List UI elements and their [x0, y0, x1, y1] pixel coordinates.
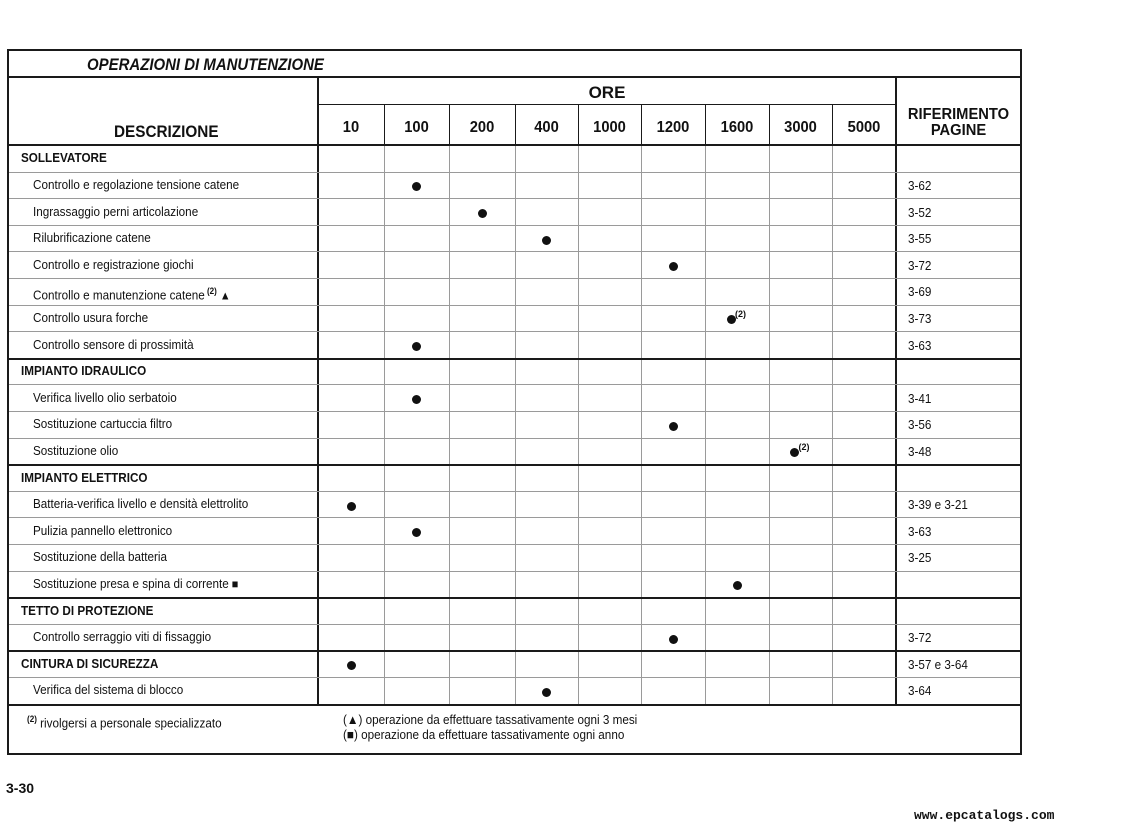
- item-label: [33, 417, 172, 431]
- hour-header-divider: [832, 104, 833, 146]
- section-label: [21, 471, 148, 485]
- watermark-url: www.epcatalogs.com: [914, 808, 1055, 823]
- page-reference: 3-56: [908, 417, 932, 433]
- interval-dot: [542, 688, 551, 697]
- label-text: Verifica del sistema di blocco: [33, 682, 184, 698]
- row-border: [9, 624, 1020, 625]
- title-bar: [9, 51, 1020, 78]
- table-title: OPERAZIONI DI MANUTENZIONE: [87, 55, 324, 74]
- label-text: Ingrassaggio perni articolazione: [33, 203, 199, 219]
- hour-column-divider: [515, 146, 516, 705]
- label-text: Controllo sensore di prossimità: [33, 336, 194, 352]
- label-text: Pulizia pannello elettronico: [33, 522, 173, 538]
- dot-footnote-sup: (2): [735, 308, 746, 319]
- page-reference: 3-64: [908, 683, 932, 699]
- row-border: [9, 251, 1020, 252]
- hour-header-divider: [705, 104, 706, 146]
- interval-dot: [542, 236, 551, 245]
- maintenance-table: [7, 49, 1022, 755]
- hour-header-divider: [515, 104, 516, 146]
- page-reference: 3-62: [908, 177, 932, 193]
- hour-column-divider: [641, 146, 642, 705]
- row-border: [9, 517, 1020, 518]
- page-reference: 3-73: [908, 310, 932, 326]
- hour-column-400: 400: [534, 119, 559, 136]
- row-border: [9, 571, 1020, 572]
- item-label: [33, 258, 194, 272]
- item-label: [33, 630, 211, 644]
- section-border: [9, 597, 1020, 599]
- section-label: [21, 364, 146, 378]
- triangle-icon: ▲: [216, 288, 231, 303]
- label-text: Sostituzione presa e spina di corrente: [33, 575, 229, 591]
- body-right-divider: [895, 146, 897, 705]
- item-label: [33, 391, 177, 405]
- row-border: [9, 411, 1020, 412]
- item-label: [33, 311, 148, 325]
- hour-column-1200: 1200: [656, 119, 690, 136]
- dot-footnote-sup: (2): [798, 441, 810, 452]
- interval-dot: [347, 661, 356, 670]
- hour-header-divider: [769, 104, 770, 146]
- row-border: [9, 491, 1020, 492]
- label-text: SOLLEVATORE: [21, 150, 107, 166]
- hour-column-3000: 3000: [784, 119, 817, 136]
- hour-column-10: 10: [342, 119, 360, 136]
- label-text: Batteria-verifica livello e densità elettrolito: [33, 496, 249, 512]
- page-reference: 3-63: [908, 337, 932, 353]
- section-label: [21, 604, 153, 618]
- page-number: 3-30: [6, 780, 35, 796]
- interval-dot: [412, 395, 421, 404]
- page-reference: 3-69: [908, 284, 932, 300]
- page-reference: 3-55: [908, 231, 932, 247]
- interval-dot: [412, 528, 421, 537]
- row-border: [9, 278, 1020, 279]
- item-label: [33, 497, 248, 511]
- interval-dot: [669, 635, 678, 644]
- row-border: [9, 172, 1020, 173]
- row-border: [9, 225, 1020, 226]
- item-label: [33, 231, 151, 245]
- legend-triangle: (▲) operazione da effettuare tassativamente ogni 3 mesi: [343, 712, 638, 727]
- item-label: [33, 205, 198, 219]
- item-label: [33, 524, 172, 538]
- interval-dot: [347, 502, 356, 511]
- hours-divider: [318, 104, 896, 105]
- hour-column-200: 200: [469, 119, 495, 136]
- reference-header-line1: RIFERIMENTO: [907, 106, 1010, 123]
- hour-header-divider: [384, 104, 385, 146]
- page-reference: 3-72: [908, 630, 932, 646]
- interval-dot: [478, 209, 487, 218]
- reference-header-line2: PAGINE: [930, 122, 987, 139]
- section-border: [9, 650, 1020, 652]
- section-label: [21, 151, 107, 165]
- page-reference: 3-72: [908, 257, 932, 273]
- hour-column-divider: [578, 146, 579, 705]
- item-label: [33, 683, 183, 697]
- item-label: [33, 444, 118, 458]
- item-label: [33, 284, 231, 302]
- row-border: [9, 384, 1020, 385]
- label-footnote-sup: (2): [204, 286, 217, 297]
- hour-column-1000: 1000: [593, 119, 626, 136]
- label-text: Rilubrificazione catene: [33, 230, 151, 246]
- body-left-divider: [317, 146, 319, 705]
- square-icon: ■: [228, 576, 239, 591]
- hour-column-divider: [769, 146, 770, 705]
- description-header: DESCRIZIONE: [114, 122, 219, 141]
- item-label: [33, 178, 239, 192]
- footnote-specialist: [27, 714, 222, 730]
- label-text: Controllo serraggio viti di fissaggio: [33, 629, 212, 645]
- hour-header-divider: [578, 104, 579, 146]
- hour-header-divider: [449, 104, 450, 146]
- page-reference: 3-52: [908, 204, 932, 220]
- row-border: [9, 544, 1020, 545]
- row-border: [9, 305, 1020, 306]
- interval-dot: [669, 422, 678, 431]
- footnote-text: rivolgersi a personale specializzato: [40, 715, 222, 731]
- page-reference: 3-41: [908, 390, 932, 406]
- label-text: Sostituzione olio: [33, 442, 119, 458]
- section-border: [9, 704, 1020, 706]
- interval-dot: [733, 581, 742, 590]
- label-text: Controllo e regolazione tensione catene: [33, 176, 240, 192]
- hours-header: ORE: [588, 83, 626, 102]
- page-reference: 3-39 e 3-21: [908, 497, 968, 513]
- label-text: Controllo e manutenzione catene: [33, 287, 205, 303]
- item-label: [33, 577, 238, 591]
- interval-dot: [412, 182, 421, 191]
- hour-column-divider: [705, 146, 706, 705]
- label-text: IMPIANTO ELETTRICO: [21, 469, 148, 485]
- item-label: [33, 338, 194, 352]
- hour-column-1600: 1600: [720, 119, 754, 136]
- section-label: [21, 657, 158, 671]
- hour-column-divider: [832, 146, 833, 705]
- hour-column-100: 100: [404, 119, 429, 136]
- label-text: Controllo usura forche: [33, 309, 149, 325]
- section-border: [9, 358, 1020, 360]
- label-text: IMPIANTO IDRAULICO: [21, 363, 147, 379]
- page-reference: 3-25: [908, 550, 932, 566]
- hour-header-divider: [641, 104, 642, 146]
- item-label: [33, 550, 167, 564]
- label-text: Controllo e registrazione giochi: [33, 256, 194, 272]
- hour-column-divider: [449, 146, 450, 705]
- hour-column-divider: [384, 146, 385, 705]
- page-reference: 3-63: [908, 523, 932, 539]
- label-text: Sostituzione della batteria: [33, 549, 167, 565]
- label-text: Sostituzione cartuccia filtro: [33, 416, 173, 432]
- label-text: TETTO DI PROTEZIONE: [21, 602, 154, 618]
- interval-dot: [669, 262, 678, 271]
- label-text: Verifica livello olio serbatoio: [33, 389, 177, 405]
- footnote-sup: (2): [27, 714, 37, 724]
- interval-dot: [412, 342, 421, 351]
- row-border: [9, 331, 1020, 332]
- legend-square: (■) operazione da effettuare tassativamente ogni anno: [343, 727, 625, 742]
- reference-header: [902, 107, 1015, 139]
- page-reference: 3-48: [908, 443, 932, 459]
- page-reference: 3-57 e 3-64: [908, 656, 968, 672]
- footnote-legend: [343, 712, 637, 742]
- row-border: [9, 198, 1020, 199]
- hour-column-5000: 5000: [847, 119, 881, 136]
- section-border: [9, 464, 1020, 466]
- label-text: CINTURA DI SICUREZZA: [21, 655, 159, 671]
- row-border: [9, 677, 1020, 678]
- row-border: [9, 438, 1020, 439]
